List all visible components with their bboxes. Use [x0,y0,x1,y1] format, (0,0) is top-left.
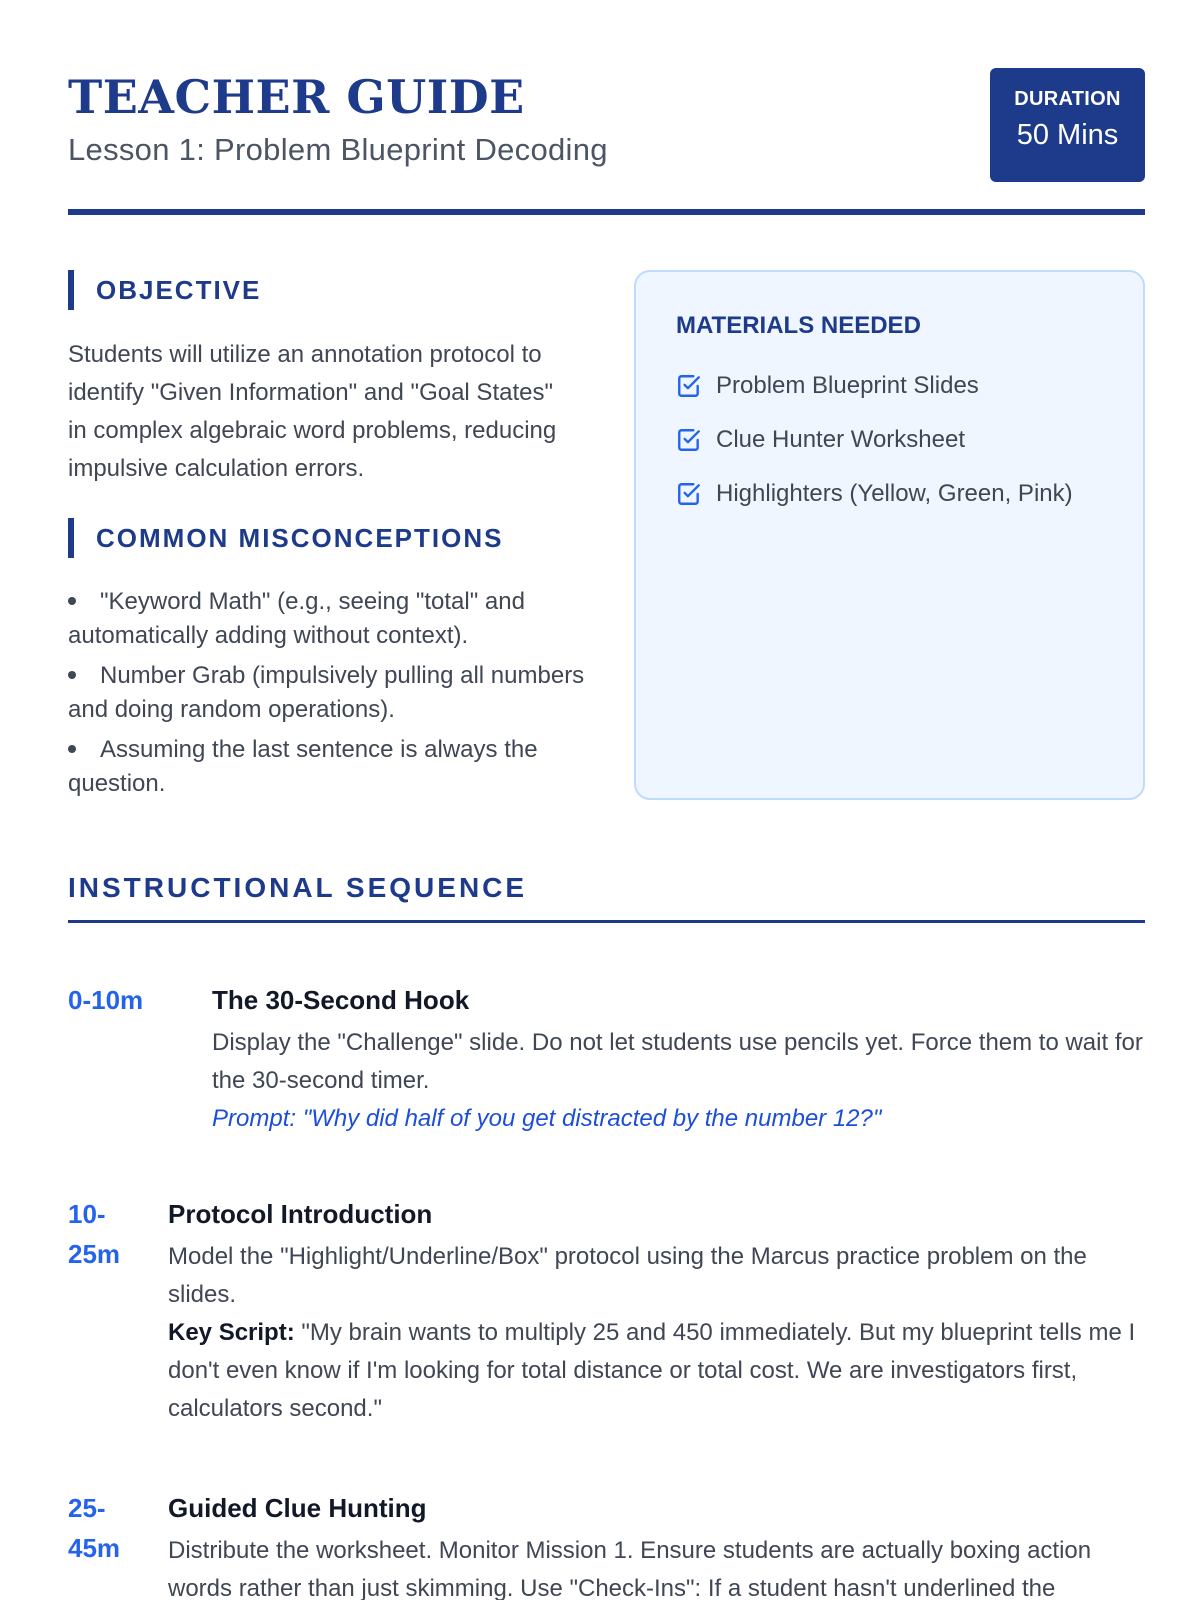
lesson-subtitle: Lesson 1: Problem Blueprint Decoding [68,132,608,167]
misconceptions-heading: COMMON MISCONCEPTIONS [68,518,503,558]
step-1 [212,982,1152,1138]
objective-heading: OBJECTIVE [68,270,261,310]
checkbox-checked-icon [676,373,702,399]
step-title: Protocol Introduction [168,1199,433,1229]
objective-text: Students will utilize an annotation protocol to identify "Given Information" and "Goal States" in complex algebraic word problems, reducing impulsive calculation errors. [68,341,557,482]
materials-item: Problem Blueprint Slides [676,368,1103,404]
duration-label: DURATION [1014,88,1121,110]
materials-item: Clue Hunter Worksheet [676,422,1103,458]
materials-heading: MATERIALS NEEDED [676,312,921,339]
checkbox-checked-icon [676,481,702,507]
step-2 [168,1196,1152,1428]
bullet-icon [68,745,76,753]
sequence-divider [68,920,1145,923]
page-header [68,66,1145,216]
step-title: Guided Clue Hunting [168,1493,427,1523]
step-title: The 30-Second Hook [212,985,470,1015]
step-body: Model the "Highlight/Underline/Box" protocol using the Marcus practice problem on the slides. [168,1243,1087,1308]
duration-value: 50 Mins [1016,119,1119,151]
sequence-heading: INSTRUCTIONAL SEQUENCE [68,872,528,903]
step-prompt: Prompt: "Why did half of you get distracted by the number 12?" [212,1105,882,1132]
materials-card [634,270,1145,800]
list-item: Assuming the last sentence is always the question. [68,736,538,797]
step-time: 10- 25m [68,1199,121,1269]
duration-badge [990,68,1145,182]
script-label: Key Script: [168,1319,295,1346]
list-item: Number Grab (impulsively pulling all numbers and doing random operations). [68,662,585,723]
list-item: "Keyword Math" (e.g., seeing "total" and automatically adding without context). [68,588,525,649]
page-title: TEACHER GUIDE [68,70,525,124]
step-body: Distribute the worksheet. Monitor Mission 1. Ensure students are actually boxing action words rather than just skimming. Use "Check-Ins": If a student hasn't underlined the [168,1537,1092,1600]
step-script: Key Script: "My brain wants to multiply 25 and 450 immediately. But my blueprint tells me I don't even know if I'm looking for total distance or total cost. We are investigators first, calculators second." [168,1319,1136,1422]
step-time: 25- 45m [68,1493,121,1563]
step-3 [168,1490,1152,1600]
misconceptions-list [68,585,588,807]
header-divider [68,209,1145,215]
step-body: Display the "Challenge" slide. Do not let students use pencils yet. Force them to wait for the 30-second timer. [212,1029,1143,1094]
materials-item: Highlighters (Yellow, Green, Pink) [676,476,1103,512]
bullet-icon [68,597,76,605]
step-time: 0-10m [68,985,144,1015]
checkbox-checked-icon [676,427,702,453]
materials-list [676,368,1103,512]
bullet-icon [68,671,76,679]
